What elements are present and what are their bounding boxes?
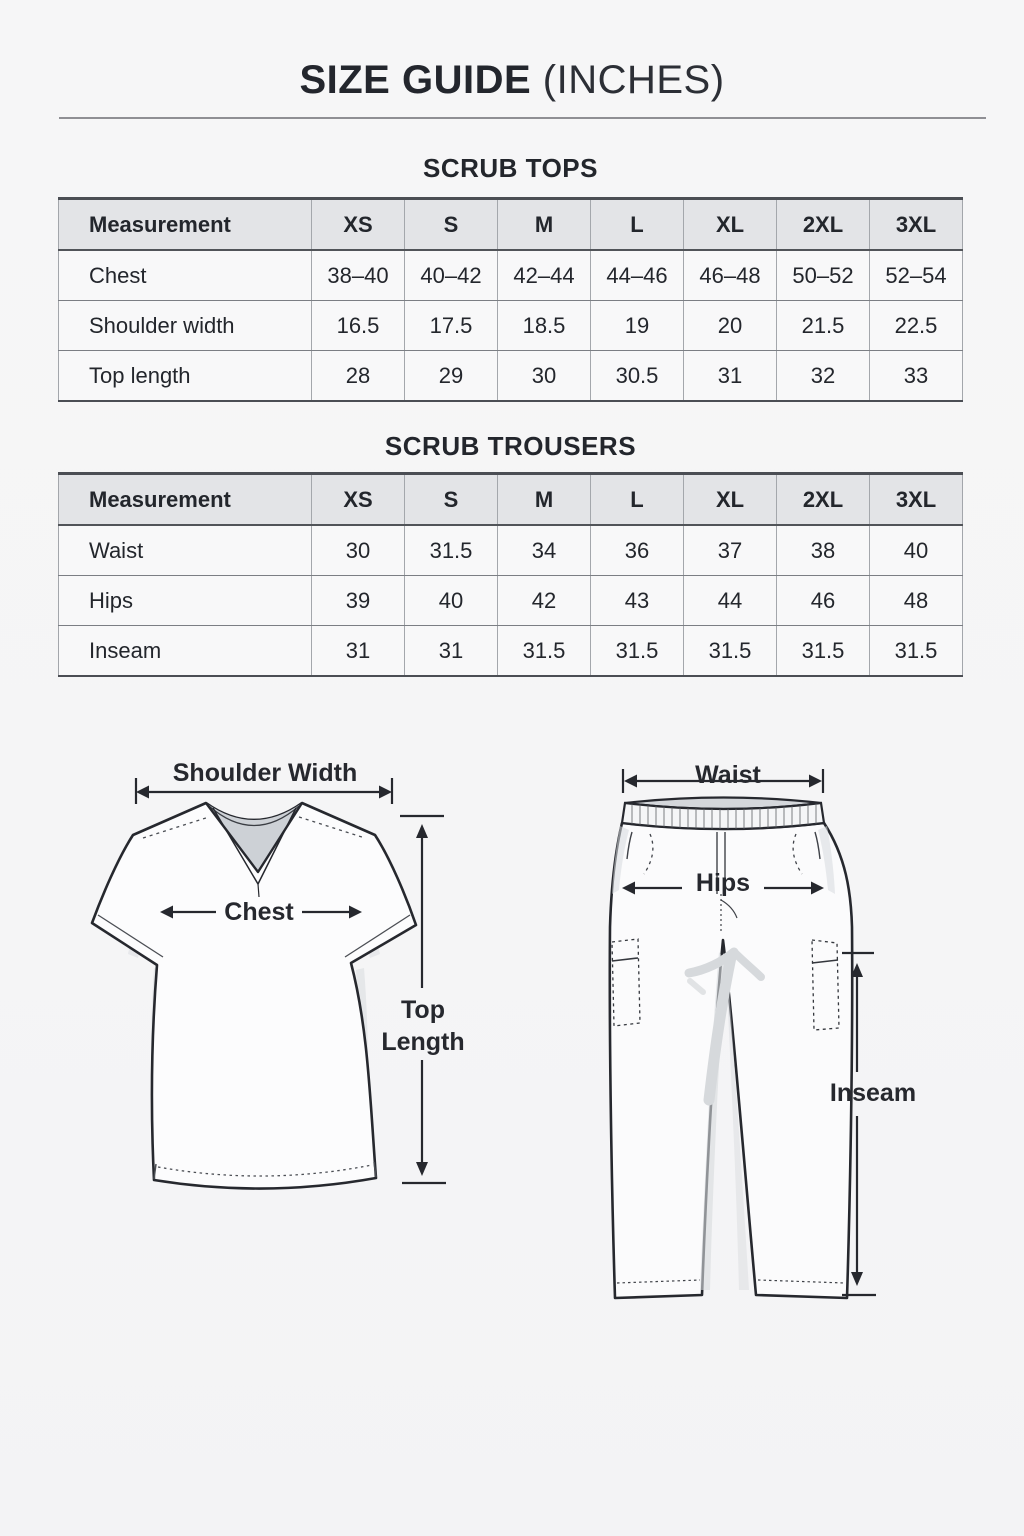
- measurement-value-cell: 46: [777, 576, 870, 626]
- measurement-value-cell: 40: [870, 525, 963, 576]
- scrub-trousers-heading: SCRUB TROUSERS: [384, 431, 637, 461]
- size-column-header: S: [405, 199, 498, 251]
- page-title-main: SIZE GUIDE: [299, 58, 532, 102]
- size-column-header: XL: [684, 199, 777, 251]
- table-row: [59, 626, 963, 677]
- measurement-value-cell: 31: [405, 626, 498, 677]
- measurement-value-cell: 17.5: [405, 301, 498, 351]
- measurement-value-cell: 22.5: [870, 301, 963, 351]
- scrub-trousers-illustration: [586, 742, 946, 1322]
- table-header-row: [59, 474, 963, 526]
- page-title-unit: (INCHES): [542, 58, 725, 102]
- size-column-header: XL: [684, 474, 777, 526]
- table-row: [59, 576, 963, 626]
- measurement-value-cell: 43: [591, 576, 684, 626]
- measurement-value-cell: 31.5: [684, 626, 777, 677]
- measurement-value-cell: 31.5: [405, 525, 498, 576]
- hips-label: Hips: [695, 869, 751, 897]
- measurement-value-cell: 40–42: [405, 250, 498, 301]
- top-length-label: [353, 994, 493, 1058]
- measurement-value-cell: 52–54: [870, 250, 963, 301]
- measurement-value-cell: 39: [312, 576, 405, 626]
- size-column-header: L: [591, 199, 684, 251]
- top-length-label-line2: Length: [381, 1028, 465, 1056]
- measurement-column-header: Measurement: [59, 199, 312, 251]
- measurement-value-cell: 38: [777, 525, 870, 576]
- measurement-value-cell: 46–48: [684, 250, 777, 301]
- measurement-value-cell: 37: [684, 525, 777, 576]
- measurement-value-cell: 18.5: [498, 301, 591, 351]
- measurement-label-cell: Top length: [59, 351, 312, 402]
- measurement-value-cell: 36: [591, 525, 684, 576]
- measurement-value-cell: 29: [405, 351, 498, 402]
- chest-label: Chest: [224, 898, 294, 926]
- measurement-value-cell: 31: [312, 626, 405, 677]
- size-column-header: 3XL: [870, 199, 963, 251]
- measurement-label-cell: Waist: [59, 525, 312, 576]
- waist-label: Waist: [695, 761, 761, 789]
- size-column-header: S: [405, 474, 498, 526]
- table-row: [59, 250, 963, 301]
- measurement-column-header: Measurement: [59, 474, 312, 526]
- table-header-row: [59, 199, 963, 251]
- measurement-label-cell: Shoulder width: [59, 301, 312, 351]
- measurement-value-cell: 48: [870, 576, 963, 626]
- scrub-tops-size-table: [58, 197, 963, 402]
- measurement-value-cell: 44: [684, 576, 777, 626]
- measurement-label-cell: Inseam: [59, 626, 312, 677]
- measurement-value-cell: 31: [684, 351, 777, 402]
- inseam-label: Inseam: [829, 1079, 917, 1107]
- measurement-value-cell: 20: [684, 301, 777, 351]
- measurement-value-cell: 16.5: [312, 301, 405, 351]
- size-column-header: XS: [312, 199, 405, 251]
- measurement-value-cell: 42–44: [498, 250, 591, 301]
- size-column-header: M: [498, 474, 591, 526]
- size-column-header: 2XL: [777, 474, 870, 526]
- table-row: [59, 525, 963, 576]
- table-row: [59, 301, 963, 351]
- measurement-value-cell: 31.5: [894, 637, 938, 663]
- size-column-header: M: [498, 199, 591, 251]
- measurement-value-cell: 42: [498, 576, 591, 626]
- title-divider: [59, 117, 986, 119]
- measurement-value-cell: 31.5: [591, 626, 684, 677]
- measurement-value-cell: 19: [591, 301, 684, 351]
- measurement-value-cell: 44–46: [591, 250, 684, 301]
- measurement-value-cell: 34: [498, 525, 591, 576]
- measurement-value-cell: 50–52: [777, 250, 870, 301]
- measurement-value-cell: 31.5: [498, 626, 591, 677]
- measurement-value-cell: 40: [405, 576, 498, 626]
- scrub-top-illustration: [66, 746, 476, 1206]
- measurement-value-cell: 30.5: [591, 351, 684, 402]
- size-column-header: 2XL: [777, 199, 870, 251]
- measurement-label-cell: Chest: [59, 250, 312, 301]
- shoulder-width-label: Shoulder Width: [172, 759, 358, 787]
- page-title: [0, 56, 1024, 104]
- measurement-value-cell: 38–40: [312, 250, 405, 301]
- measurement-value-cell: 28: [312, 351, 405, 402]
- measurement-value-cell: 32: [777, 351, 870, 402]
- size-column-header: 3XL: [870, 474, 963, 526]
- scrub-tops-heading: SCRUB TOPS: [423, 153, 598, 183]
- size-column-header: L: [591, 474, 684, 526]
- top-length-label-line1: Top: [401, 996, 445, 1024]
- scrub-trousers-size-table: [58, 472, 963, 677]
- measurement-value-cell: 33: [903, 362, 929, 388]
- size-column-header: XS: [312, 474, 405, 526]
- measurement-label-cell: Hips: [59, 576, 312, 626]
- measurement-value-cell: 30: [498, 351, 591, 402]
- measurement-value-cell: 31.5: [777, 626, 870, 677]
- measurement-value-cell: 21.5: [777, 301, 870, 351]
- measurement-value-cell: 30: [312, 525, 405, 576]
- table-row: [59, 351, 963, 402]
